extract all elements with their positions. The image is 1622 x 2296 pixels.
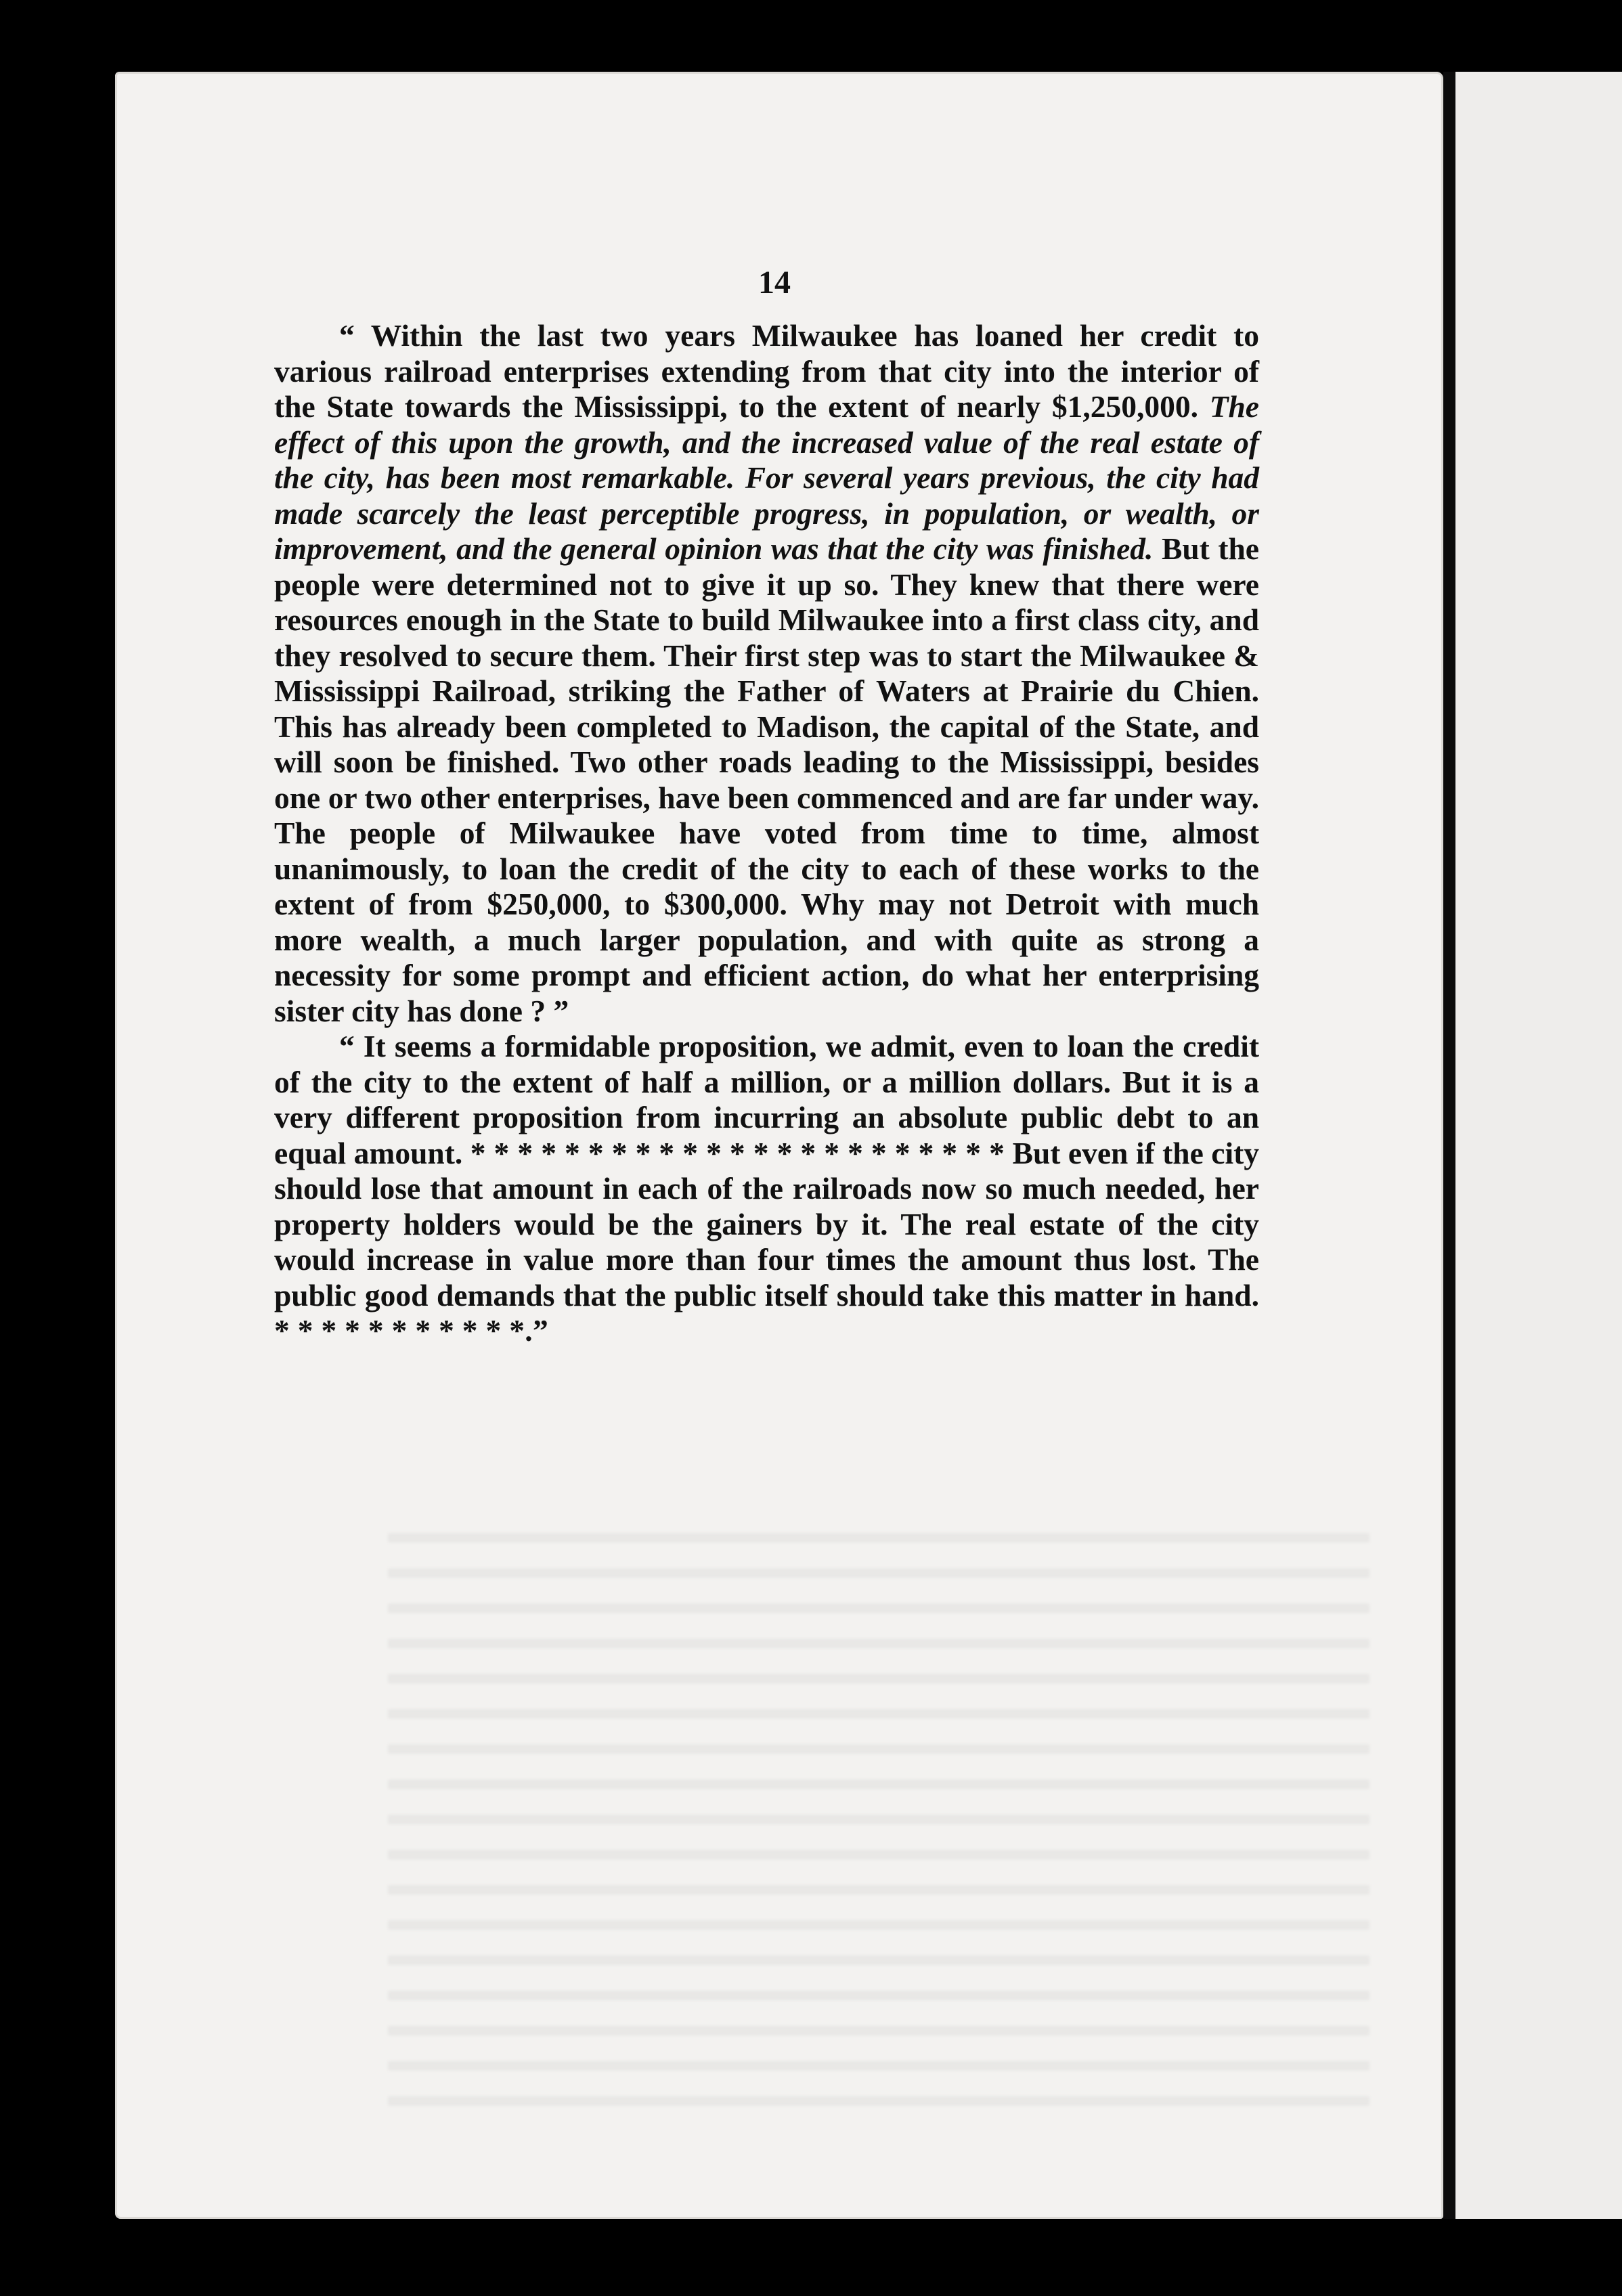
scan-speck bbox=[1151, 2276, 1154, 2279]
paragraph-text: But the people were determined not to give it up so. They knew that there were resources enough in the State to build Milwaukee into a first class city, and they resolved to secure them. Their first step was to start the Milwaukee & Mississippi Railroad, striking the Father of Waters at Prairie du Chien. This has already been completed to Madison, the capital of the State, and will soon be finished. Two other roads leading to the Mississippi, besides one or two other enterprises, have been commenced and are far under way. The people of Milwaukee have voted from time to time, almost unanimously, to loan the credit of the city to each of these works to the extent of from $250,000, to $300,000. Why may not Detroit with much more wealth, a much larger population, and with quite as strong a necessity for some prompt and efficient action, do what her enterprising sister city has done ? ” bbox=[274, 531, 1259, 1028]
paragraph-text: “ Within the last two years Milwaukee has loaned her credit to various railroad enterprises extending from that city into the interior of the State towards the Mississippi, to the extent of nearly $1,250,000. bbox=[274, 318, 1259, 424]
ellipsis-asterisks: * * * * * * * * * * *.” bbox=[274, 1313, 549, 1348]
scan-speck bbox=[779, 2261, 784, 2265]
scan-speck bbox=[582, 2281, 586, 2284]
quoted-text-body bbox=[274, 318, 1259, 1349]
italic-emphasis-text: The effect of this upon the growth, and the increased value of the real estate of the city, has been most remarkable. For several years previous, the city had made scarcely the least perceptible progress, in population, or wealth, or improvement, and the general opinion was that the city was finished. bbox=[274, 389, 1259, 566]
paragraph-formidable-proposition bbox=[274, 1029, 1259, 1349]
bleed-through-text bbox=[388, 1516, 1369, 2125]
ellipsis-asterisks: * * * * * * * * * * * * * * * * * * * * * * * bbox=[470, 1135, 1005, 1170]
paragraph-text: “ It seems a formidable proposition, we admit, even to loan the credit of the city to the extent of half a million, or a million dollars. But it is a very different proposition from incurring an absolute public debt to an equal amount. bbox=[274, 1029, 1259, 1170]
adjacent-page-edge bbox=[1455, 72, 1622, 2219]
paragraph-text: But even if the city should lose that amount in each of the railroads now so much needed, her property holders would be the gainers by it. The real estate of the city would increase in value more than four times the amount thus lost. The public good demands that the public itself should take this matter in hand. bbox=[274, 1135, 1259, 1312]
paragraph-milwaukee-credit bbox=[274, 318, 1259, 1029]
page-number: 14 bbox=[758, 265, 791, 301]
